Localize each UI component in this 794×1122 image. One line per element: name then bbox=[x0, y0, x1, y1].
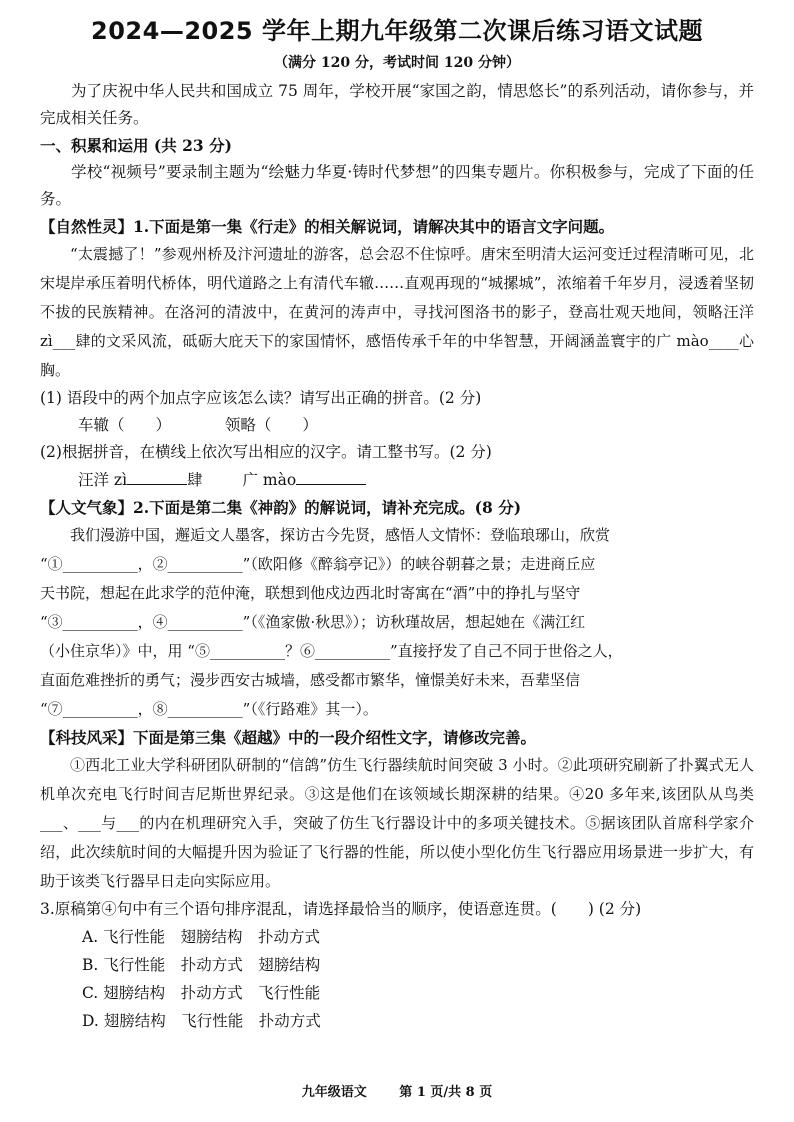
q2-line: （小住京华）》中，用 “⑤__________？⑥__________”直接抒发了自己不同于世俗之人， bbox=[40, 642, 623, 660]
q2-line: 直面危难挫折的勇气；漫步西安古城墙，感受都市繁华，憧憬美好未来，吾辈坚信 bbox=[40, 671, 581, 689]
q1-sub1: (1) 语段中的两个加点字应该怎么读？请写出正确的拼音。(2 分) bbox=[40, 389, 482, 407]
q2-heading: 【人文气象】2.下面是第二集《神韵》的解说词，请补充完成。(8 分) bbox=[40, 498, 522, 517]
q1-sub2-answers bbox=[40, 466, 754, 494]
footer-subject: 九年级语文 bbox=[301, 1085, 367, 1100]
q3-option-b[interactable]: B. 飞行性能 扑动方式 翅膀结构 bbox=[82, 956, 321, 974]
intro-paragraph: 为了庆祝中华人民共和国成立 75 周年，学校开展“家国之韵，情思悠长”的系列活动，请你参与，并完成相关任务。 bbox=[40, 82, 754, 127]
q2-line: 我们漫游中国，邂逅文人墨客，探访古今先贤，感悟人文情怀：登临琅琊山，欣赏 bbox=[70, 526, 611, 544]
exam-subtitle: （满分 120 分，考试时间 120 分钟） bbox=[274, 55, 520, 71]
q2-passage bbox=[40, 521, 754, 724]
q1-sub2: (2)根据拼音，在横线上依次写出相应的汉字。请工整书写。(2 分) bbox=[40, 443, 492, 461]
answer-line-mao[interactable] bbox=[296, 466, 366, 485]
q1-sub1-answers bbox=[40, 412, 754, 439]
q2-line: 天书院，想起在此求学的范仲淹，联想到他戍边西北时寄寓在“酒”中的挣扎与坚守 bbox=[40, 584, 581, 602]
footer-page-number: 第 1 页/共 8 页 bbox=[399, 1085, 493, 1100]
q3-block-heading: 【科技风采】下面是第三集《超越》中的一段介绍性文字，请修改完善。 bbox=[40, 728, 537, 747]
q1-passage: “太震撼了！”参观州桥及汴河遗址的游客，总会忍不住惊呼。唐宋至明清大运河变迁过程清晰可见，北宋堤岸承压着明代桥体，明代道路之上有清代车辙……直观再现的“城摞城”，浓缩着千年岁月，浸透着坚韧不拔的民族精神。在洛河的清波中，在黄河的涛声中，寻找河图洛书的影子，登高壮观天地间，领略汪洋 zì___肆的文采风流，砥砺大庇天下的家国情怀，感悟传承千年的中华智慧，开阔涵盖寰宇的广 mào____心胸。 bbox=[40, 245, 754, 379]
section-heading: 一、积累和运用 (共 23 分) bbox=[40, 136, 232, 155]
q2-line: “⑦__________，⑧__________”（《行路难》其一）。 bbox=[40, 700, 378, 718]
q3-block-passage: ①西北工业大学科研团队研制的“信鸽”仿生飞行器续航时间突破 3 小时。②此项研究刷新了扑翼式无人机单次充电飞行时间吉尼斯世界纪录。③这是他们在该领域长期深耕的结果。④20 多年来,该团队从鸟类___、___与___的内在机理研究入手，突破了仿生飞行器设计中的多项关键技术。⑤据该团队首席科学家介绍，此次续航时间的大幅提升因为验证了飞行器的性能，所以使小型化仿生飞行器应用场景进一步扩大，有助于该类飞行器早日走向实际应用。 bbox=[40, 756, 754, 890]
q3-option-d[interactable]: D. 翅膀结构 飞行性能 扑动方式 bbox=[82, 1012, 321, 1030]
q2-line: “③__________，④__________”（《渔家傲·秋思》）；访秋瑾故居，想起她在《满江红 bbox=[40, 613, 586, 631]
answer-blank-lingle: 领略（ ） bbox=[224, 416, 318, 434]
q1-heading: 【自然性灵】1.下面是第一集《行走》的相关解说词，请解决其中的语言文字问题。 bbox=[40, 217, 615, 236]
q3-option-c[interactable]: C. 翅膀结构 扑动方式 飞行性能 bbox=[82, 984, 321, 1002]
char-si: 肆 bbox=[187, 471, 203, 489]
q3-option-a[interactable]: A. 飞行性能 翅膀结构 扑动方式 bbox=[82, 928, 321, 946]
page-footer bbox=[0, 1081, 794, 1100]
q2-line: “①__________，②__________”（欧阳修《醉翁亭记》）的峡谷朝暮之景；走进商丘应 bbox=[40, 555, 596, 573]
task-intro: 学校“视频号”要录制主题为“绘魅力华夏·铸时代梦想”的四集专题片。你积极参与，完成了下面的任务。 bbox=[40, 163, 754, 208]
answer-blank-cheche: 车辙（ ） bbox=[78, 416, 172, 434]
pinyin-mao: 广 mào bbox=[242, 471, 297, 489]
pinyin-zi: 汪洋 zì bbox=[78, 471, 128, 489]
q3-stem: 3.原稿第④句中有三个语句排序混乱，请选择最恰当的顺序，使语意连贯。( ) (2 分) bbox=[40, 900, 642, 918]
page-title: 2024—2025 学年上期九年级第二次课后练习语文试题 bbox=[91, 17, 703, 45]
answer-line-zi[interactable] bbox=[127, 466, 187, 485]
